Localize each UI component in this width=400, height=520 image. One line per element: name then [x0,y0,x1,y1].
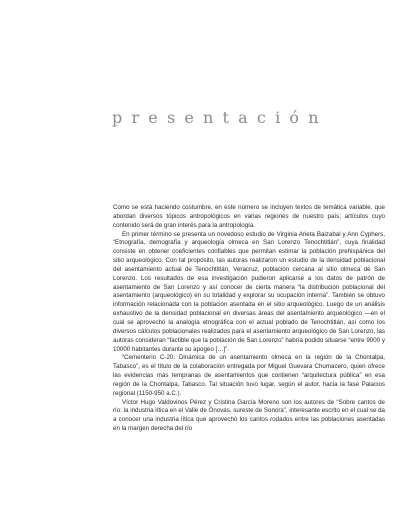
paragraph-guevara: “Cementerio C-20. Dinámica de un asentamiento olmeca en la región de la Chontalpa, Tabasco”, es el título de la colaboración entregada por Miguel Guevara Chumacero, quien ofrece las evidencias más tempranas de asentamientos que contienen “arquitectura pública” en esa región de la Chontalpa, Tabasco. Tal situación tuvo lugar, según el autor, hacia la fase Palacios regional (1150-950 a.C.). [113,354,385,397]
section-title: presentación [112,108,328,127]
paragraph-arieta-cyphers: En primer término se presenta un novedoso estudio de Virginia Arieta Baizabal y Ann Cyphers, “Etnografía, demografía y arqueología olmeca en San Lorenzo Tenochtitlán”, cuya finalidad consiste en obtener coeficientes confiables que permitan estimar la población prehispánica del sitio arqueológico. Con tal propósito, las autoras realizaron un estudio de la densidad poblacional del asentamiento actual de Tenochtitlán, Veracruz, población cercana al sitio olmeca de San Lorenzo. Los resultados de esa investigación pudieron aplicarse a los datos de patrón de asentamiento de San Lorenzo y así conocer de cierta manera “la distribución poblacional del asentamiento (arqueológico) en su totalidad y explorar su ocupación interna”. También se obtuvo información relacionada con la población asentada en el sitio arqueológico. Luego de un análisis exhaustivo de la densidad poblacional en diversas áreas del asentamiento arqueológico —en el cual se aprovechó la analogía etnográfica con el actual poblado de Tenochtitlán, así como los diversos cálculos poblacionales realizados para el asentamiento arqueológico de San Lorenzo, las autoras consideran “factible que la población de San Lorenzo” habría podido situarse “entre 9000 y 10000 habitantes durante su apogeo […]”. [113,230,385,353]
paragraph-valdovinos-garcia: Víctor Hugo Valdovinos Pérez y Cristina García Moreno son los autores de “Sobre cantos de río: la industria lítica en el Valle de Ónovas, sureste de Sonora”, interesante escrito en el cual se da a conocer una industria lítica que aprovechó los cantos rodados entre las poblaciones asentadas en la margen derecha del río [113,398,385,433]
paragraph-intro: Como se está haciendo costumbre, en este número se incluyen textos de temática variable, que abordan diversos tópicos antropológicos en varias regiones de nuestro país; artículos cuyo contenido será de gran interés para la antropología. [113,204,385,229]
body-text [113,204,385,434]
